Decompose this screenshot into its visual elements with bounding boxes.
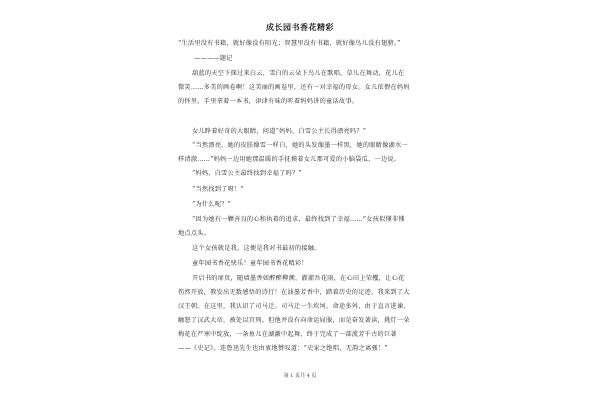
paragraph-line: “因为她有一颗善良的心和执着的追求，最终找到了幸福……”女孩似懂非懂 xyxy=(192,216,405,223)
paragraph-line: 触怒了汉武大帝，被处以宫刑。但他并没有向命运屈服，而是奋发著读，挑灯一朵 xyxy=(178,317,410,324)
paragraph-line: 女儿睁着好奇的大眼睛，问道“妈妈，白雪公主长得漂亮吗？” xyxy=(192,128,367,135)
paragraph-line: 梅花在严寒中绽放，一条鱼儿在湖激中起舞，终于完成了一部流芳千古的巨著 xyxy=(178,331,397,338)
paragraph-line: 开启书的扉页，随墙墨香如醉醉柳溯，濯濯吾花雨，在心田上荣攫，让心花 xyxy=(192,275,405,282)
paragraph-line: 微笑……多美的画卷啊！这美丽的画卷里，还有一对幸福的母女。女儿依偎在妈妈 xyxy=(178,84,410,91)
paragraph-line: 童年园书香花快乐！童年园书香花精彩！ xyxy=(192,260,308,267)
paragraph-line: “当然漂亮。她的皮肤像雪一样白，她的头发像墨一样黑，她的眼睛像湖水一 xyxy=(192,142,408,149)
document-title: 成长园书香花精彩 xyxy=(266,22,334,32)
page-footer: 第 1 页共 4 页 xyxy=(283,373,317,379)
paragraph-line: ——《史记》。连鲁迅先生也由衷地赞叹道：“史家之绝唱，无韵之离骚！” xyxy=(178,345,388,352)
paragraph-line: 地点点头。 xyxy=(178,230,211,237)
paragraph-line: 汉王朝。在这里，我认识了司马迁。司马迁一生坎坷，命途多舛，由于直言进谏， xyxy=(178,303,410,310)
paragraph-line: 的怀里，手里拿着一本书，津津有味的听着妈妈讲的童话故事。 xyxy=(178,98,359,105)
paragraph-line: “妈妈，白雪公主最终找到幸福了吗？” xyxy=(192,170,302,177)
epigraph-line: “生活里没有书籍，就好像没有阳光；智慧里没有书籍，就好像鸟儿没有翅膀。” xyxy=(178,40,401,47)
epigraph-attribution: ————题记 xyxy=(194,55,233,62)
paragraph-line: “为什么呢？” xyxy=(192,201,232,208)
paragraph-line: 样清澈……”妈妈一边用她那温暖的手抚摸着女儿那可爱的小脑袋瓜，一边说。 xyxy=(178,156,401,163)
paragraph-line: “当然找到了呀！” xyxy=(192,186,244,193)
paragraph-line: 这个女孩就是我，这便是我对书最初的接触。 xyxy=(192,245,321,252)
paragraph-line: 葫蓝的天空下探过来白云，雪白的云朵下鸟儿在歌唱，草儿在舞动，花儿在 xyxy=(192,70,405,77)
paragraph-line: 伤然开放，教发出无数感悟的诗行！在油墨芳香中，踏着历史的足迹，我来到了大 xyxy=(178,289,410,296)
